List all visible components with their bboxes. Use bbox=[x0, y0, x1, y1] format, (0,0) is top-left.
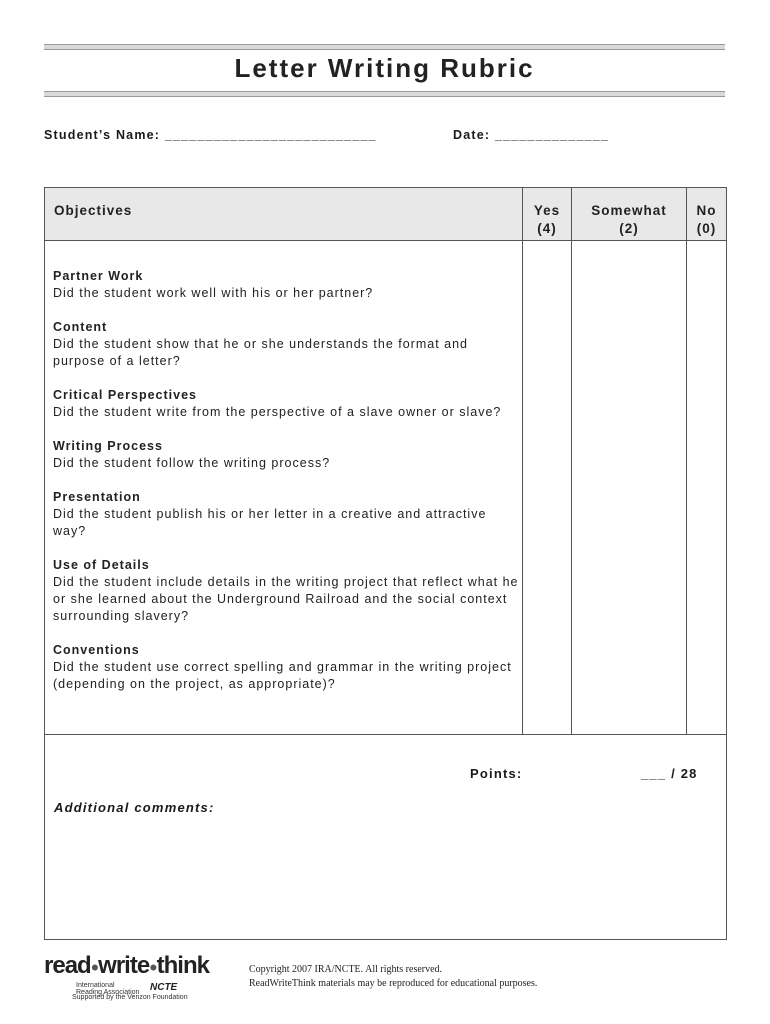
criteria-list bbox=[53, 268, 523, 710]
criterion-critical-perspectives bbox=[53, 387, 523, 421]
logo-supported-by: Supported by the Verizon Foundation bbox=[72, 994, 188, 1001]
logo-dot-icon: ● bbox=[149, 958, 157, 975]
header-yes-label: Yes bbox=[533, 203, 561, 218]
header-no-points: (0) bbox=[696, 221, 717, 236]
logo-ira-line1: International bbox=[76, 982, 115, 989]
header-no bbox=[687, 202, 726, 238]
logo-think: think bbox=[156, 952, 209, 979]
header-somewhat bbox=[572, 202, 686, 238]
criterion-description: Did the student write from the perspective of a slave owner or slave? bbox=[53, 405, 502, 419]
criterion-content bbox=[53, 319, 523, 370]
additional-comments-label: Additional comments: bbox=[54, 800, 215, 815]
logo-ncte: NCTE bbox=[150, 982, 178, 993]
criterion-use-of-details bbox=[53, 557, 523, 625]
logo-dot-icon: ● bbox=[90, 958, 99, 975]
logo-wordmark bbox=[44, 952, 209, 980]
header-yes-points: (4) bbox=[537, 221, 557, 236]
criterion-heading: Conventions bbox=[53, 643, 140, 657]
copyright-notice bbox=[249, 963, 537, 991]
criterion-heading: Use of Details bbox=[53, 558, 150, 572]
logo-read: read bbox=[44, 952, 91, 979]
logo-ira-line2: Reading Association bbox=[76, 989, 140, 996]
title-rule-top bbox=[44, 44, 725, 50]
header-yes bbox=[523, 202, 571, 238]
criterion-heading: Content bbox=[53, 320, 108, 334]
criterion-heading: Partner Work bbox=[53, 269, 144, 283]
copyright-line-1: Copyright 2007 IRA/NCTE. All rights reserved. bbox=[249, 964, 443, 975]
criterion-heading: Writing Process bbox=[53, 439, 163, 453]
criterion-description: Did the student follow the writing process? bbox=[53, 456, 331, 470]
column-divider-no bbox=[686, 188, 687, 734]
student-name-field: Student’s Name: __________________________ bbox=[44, 128, 377, 142]
copyright-line-2: ReadWriteThink materials may be reproduced for educational purposes. bbox=[249, 978, 538, 989]
criterion-description: Did the student include details in the writing project that reflect what he or she learned about the Underground Railroad and the social context surrounding slavery? bbox=[53, 575, 519, 623]
date-field: Date: ______________ bbox=[453, 128, 610, 142]
criterion-presentation bbox=[53, 489, 523, 540]
header-somewhat-points: (2) bbox=[619, 221, 639, 236]
readwritethink-logo bbox=[44, 952, 224, 1007]
criterion-description: Did the student publish his or her letter in a creative and attractive way? bbox=[53, 507, 487, 538]
criterion-description: Did the student use correct spelling and grammar in the writing project (depending on the project, as appropriate)? bbox=[53, 660, 512, 691]
header-objectives: Objectives bbox=[54, 203, 133, 218]
criterion-description: Did the student show that he or she understands the format and purpose of a letter? bbox=[53, 337, 468, 368]
criterion-conventions bbox=[53, 642, 523, 693]
points-label: Points: bbox=[470, 766, 523, 781]
header-somewhat-label: Somewhat bbox=[591, 203, 667, 218]
header-no-label: No bbox=[696, 203, 717, 218]
criterion-heading: Presentation bbox=[53, 490, 141, 504]
criterion-partner-work bbox=[53, 268, 523, 302]
criterion-writing-process bbox=[53, 438, 523, 472]
criterion-heading: Critical Perspectives bbox=[53, 388, 197, 402]
page-title: Letter Writing Rubric bbox=[234, 53, 535, 83]
column-divider-somewhat bbox=[571, 188, 572, 734]
title-rule-bottom bbox=[44, 91, 725, 97]
title-band bbox=[44, 44, 725, 97]
rubric-table bbox=[44, 187, 727, 940]
table-header-row bbox=[45, 188, 726, 241]
points-separator bbox=[45, 734, 726, 735]
logo-write: write bbox=[98, 952, 150, 979]
points-value: ___ / 28 bbox=[641, 766, 698, 781]
criterion-description: Did the student work well with his or her partner? bbox=[53, 286, 374, 300]
